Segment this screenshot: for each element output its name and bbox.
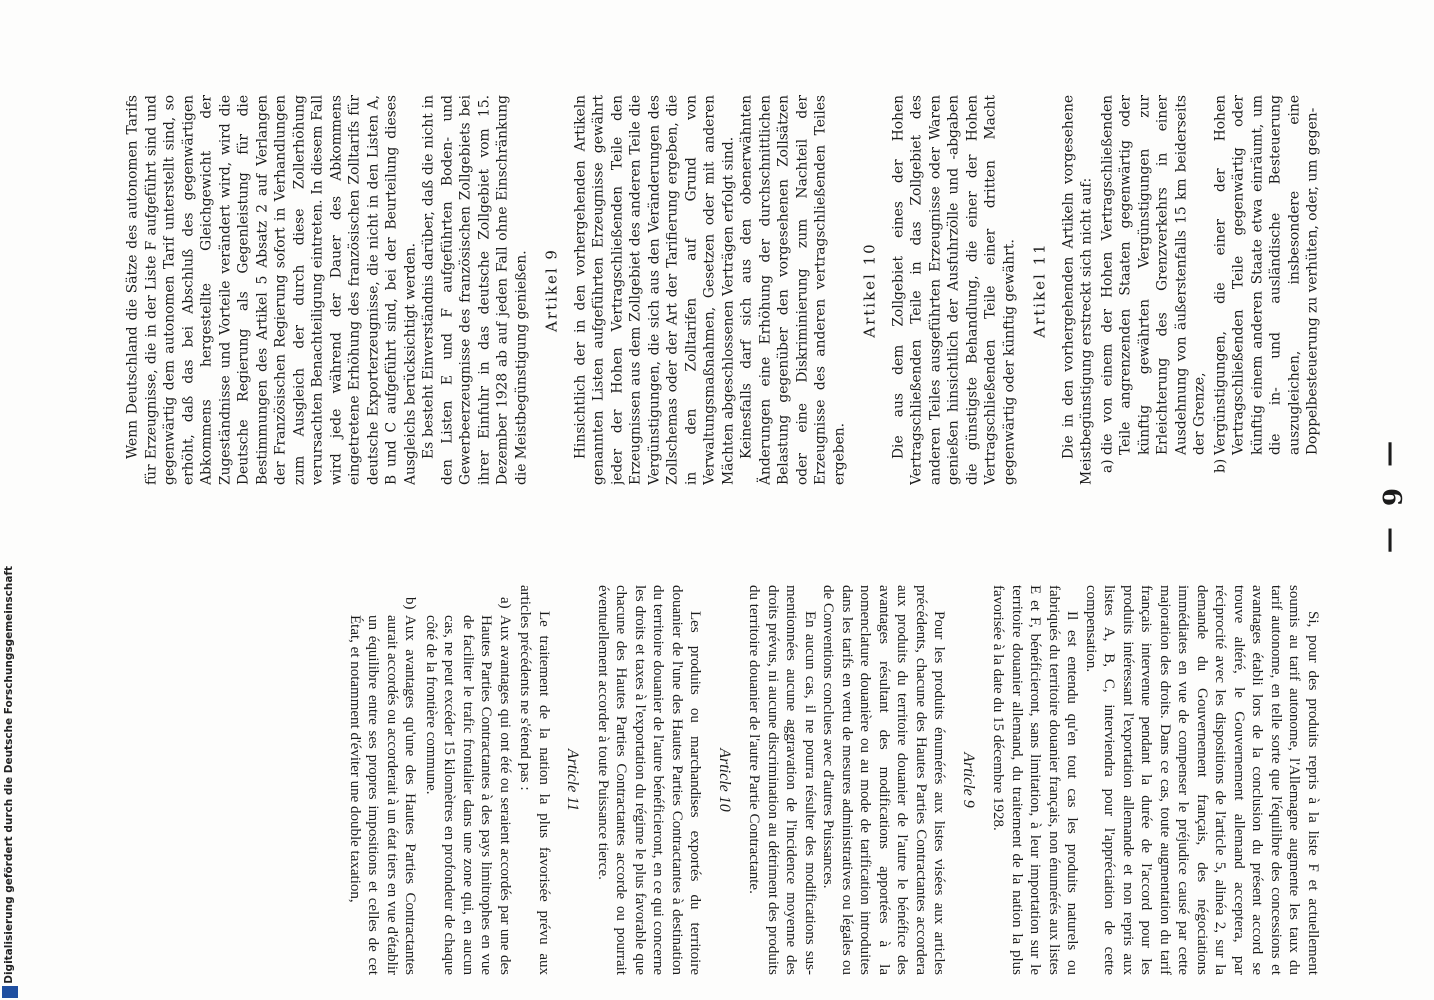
de-article-10-text: Die aus dem Zollgebiet eines der Hohen Vertragschließenden Teile in das Zollgebiet des anderen Teiles ausgeführten Erzeugnisse oder Waren genießen hinsichtlich der Ausfuhrzölle und -abgaben die günstigste Behandlung, die einer der Hohen Vertragschließenden Teile einer dritten Macht gegenwärtig oder künftig gewährt. [890,95,1017,485]
fr-article-10-heading: Article 10 [716,748,733,812]
fr-article-9-text-2: En aucun cas, il ne pourra résulter des modifications sus-mentionnées aucune aggravation de l'incidence moyenne des droits prévus, ni aucune discrimination au détriment des produits du territoire douanier de l'autre Partie Contractante. [746,585,818,975]
german-column [72,95,1322,485]
fr-item-b-label: b) [402,597,419,610]
fr-article-9-text: Pour les produits énumérés aux listes visées aux articles précédents, chacune des Hautes Parties Contractantes accordera aux produits du territoire douanier de l'autre le bénéfice des avantages résultant des modifications apportées à la nomenclature douanière ou au mode de tarification introduites dans les tarifs en vertu de mesures administratives ou légales ou de Conventions conclues avec d'autres Puissances. [820,585,948,975]
fr-item-a-label: a) [497,597,513,609]
digitization-note: Digitalisierung gefördert durch die Deutsche Forschungsgemeinschaft [3,566,15,984]
fr-article-11-text: Le traitement de la nation la plus favorisée prévu aux articles précédents ne s'étend pas : [517,585,552,975]
fr-intro-paragraph-1: Si, pour des produits repris à la liste F et actuellement soumis au tarif autonome, l'Allemagne augmente les taux du tarif autonome, en telle sorte que l'équilibre des concessions et avantages établi lors de la conclusion du présent accord se trouve altéré, le Gouvernement allemand acceptera, par réciprocité avec les dispositions de l'article 5, alinéa 2, sur la demande du Gouvernement français, des négociations immédiates en vue de compenser le préjudice causé par cette majoration des droits. Dans ce cas, toute augmentation du tarif français intervenue pendant la durée de l'accord pour les produits intéressant l'exportation allemande et non repris aux listes A, B, C, interviendra pour l'appréciation de cette compensation. [1083,585,1321,975]
fr-article-11-heading: Article 11 [564,748,582,812]
de-article-9-text: Hinsichtlich der in den vorhergehenden Artikeln genannten Listen aufgeführten Erzeugnisse gewährt jeder der Hohen Vertragschließenden Teile den Erzeugnissen aus dem Zollgebiet des anderen Teile die Vergünstigungen, die sich aus den Veränderungen des Zollschemas oder der Art der Tarifierung ergeben, die in den Zolltarifen auf Grund von Verwaltungsmaßnahmen, Gesetzen oder mit anderen Mächten abgeschlossenen Verträgen erfolgt sind. [572,95,736,485]
fr-item-a-text: Aux avantages qui ont été ou seraient accordés par une des Hautes Parties Contractantes à des pays limitrophes en vue de faciliter le trafic frontalier dans une zone qui, en aucun cas, ne peut excéder 15 kilomètres en profondeur de chaque côté de la frontière commune. [423,615,513,975]
fr-article-10-text: Les produits ou marchandises exportés du territoire douanier de l'une des Hautes Parties Contractantes à destination du territoire douanier de l'autre bénéficieront, en ce qui concerne les droits et taxes à l'exportation du régime le plus favorable que chacune des Hautes Parties Contractantes accorde ou pourrait éventuellement accorder à toute Puissance tierce. [595,585,704,975]
german-text-stack [124,95,1323,485]
fr-intro-paragraph-2: Il est entendu qu'en tout cas les produits naturels ou fabriqués du territoire douanier français, non énumérés aux listes E et F, bénéficieront, sans limitation, à leur importation sur le territoire douanier allemand, du traitement de la nation la plus favorisée à la date du 15 décembre 1928. [990,585,1081,975]
french-column [72,585,1322,975]
de-article-10-heading: Artikel 10 [860,242,879,338]
fr-article-9-heading: Article 9 [960,752,977,808]
fr-article-11-item-a [422,585,515,975]
de-article-11-text: Die in den vorhergehenden Artikeln vorgesehene Meistbegünstigung erstreckt sich nicht auf: [1060,95,1095,485]
page-number: — 6 — [1376,440,1406,560]
de-article-9-text-2: Keinesfalls darf sich aus den obenerwähnten Änderungen eine Erhöhung der durchschnittlichen Belastung gegenüber den vorgesehenen Zollsätzen oder eine Diskriminierung zum Nachteil der Erzeugnisse des anderen vertragschließenden Teiles ergeben. [738,95,847,485]
fr-item-b-text: Aux avantages qu'une des Hautes Parties Contractantes aurait accordés ou accorderait à un état tiers en vue d'établir un équilibre entre ses propres impositions et celles de cet État, et notamment d'éviter une double taxation, [347,615,419,975]
de-article-11-item-a [1098,95,1209,485]
de-intro-paragraph-1: Wenn Deutschland die Sätze des autonomen Tarifs für Erzeugnisse, die in der Liste F aufgeführt sind und gegenwärtig dem autonomen Tarif unterstellt sind, so erhöht, daß das bei Abschluß des gegenwärtigen Abkommens hergestellte Gleichgewicht der Zugeständnisse und Vorteile verändert wird, wird die Deutsche Regierung als Gegenleistung für die Bestimmungen des Artikel 5 Absatz 2 auf Verlangen der Französischen Regierung sofort in Verhandlungen zum Ausgleich der durch diese Zollerhöhung verursachten Benachteiligung eintreten. In diesem Fall wird jede während der Dauer des Abkommens eingetretene Erhöhung des französischen Zolltarifs für deutsche Exporterzeugnisse, die nicht in den Listen A, B und C aufgeführt sind, bei der Beurteilung dieses Ausgleichs berücksichtigt werden. [124,95,418,485]
de-item-b-text: Vergünstigungen, die einer der Hohen Vertragschließenden Teile gegenwärtig oder künftig einem anderen Staate etwa einräumt, um die in- und ausländische Besteuerung auszugleichen, insbesondere eine Doppelbesteuerung zu verhüten, oder, um gegen- [1212,95,1321,455]
de-article-11-heading: Artikel 11 [1030,242,1049,338]
dfg-logo-icon [2,986,18,998]
de-article-11-item-b [1211,95,1322,485]
de-article-9-heading: Artikel 9 [542,248,561,332]
de-item-a-label: a) [1099,459,1115,473]
de-intro-paragraph-2: Es besteht Einverständnis darüber, daß die nicht in den Listen E und F aufgeführten Boden- und Gewerbeerzeugnisse des französischen Zollgebiets bei ihrer Einfuhr in das deutsche Zollgebiet vom 15. Dezember 1928 ab auf jeden Fall ohne Einschränkung die Meistbegünstigung genießen. [420,95,529,485]
de-item-b-label: b) [1212,458,1228,473]
de-item-a-text: die von einem der Hohen Vertragschließenden Teile angrenzenden Staaten gegenwärtig oder künftig gewährten Vergünstigungen zur Erleichterung des Grenzverkehrs in einer Ausdehnung von äußerstenfalls 15 km beiderseits der Grenze, [1099,95,1208,455]
fr-article-11-item-b [346,585,420,975]
digitization-footer [0,0,22,1000]
